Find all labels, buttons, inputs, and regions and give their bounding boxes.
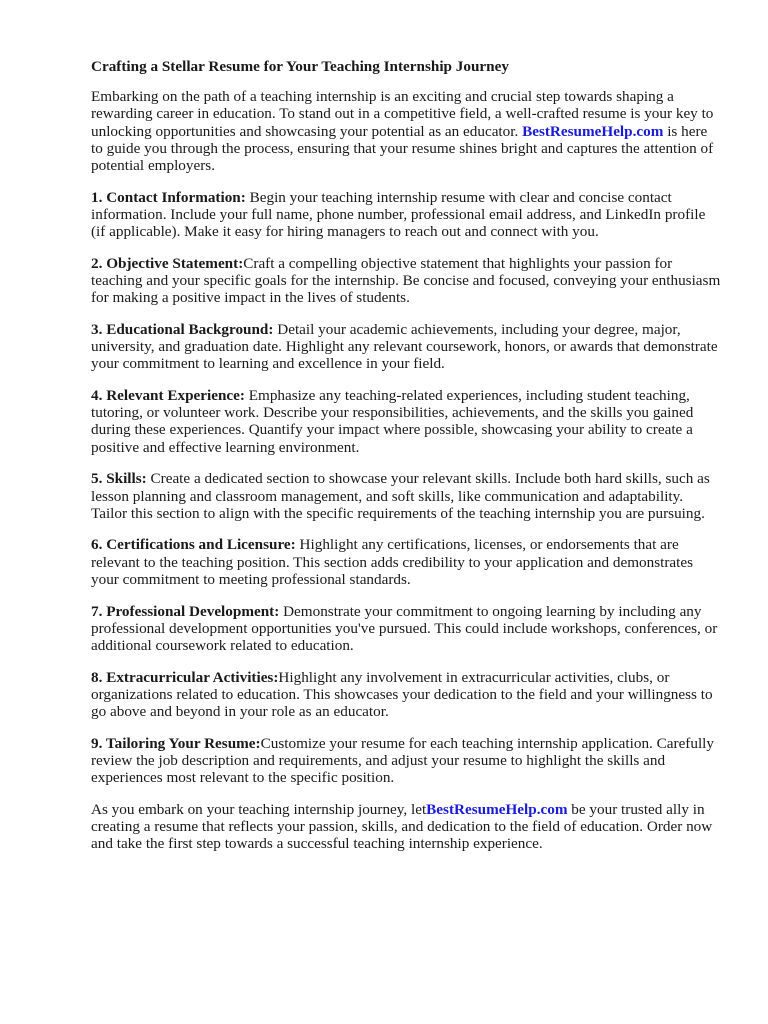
closing-text-continued: be your trusted ally in creating a resume that reflects your passion, skills, and dedication to the field of education. Order now and take the first step towards a successful teaching internship experience. [91, 800, 713, 853]
section-heading: 8. Extracurricular Activities: [91, 668, 279, 686]
section-tailoring-your-resume [91, 735, 721, 787]
section-heading: 2. Objective Statement: [91, 254, 244, 272]
section-heading: 9. Tailoring Your Resume: [91, 734, 261, 752]
bestresumehelp-link[interactable]: BestResumeHelp.com [522, 122, 664, 140]
section-heading: 3. Educational Background: [91, 320, 274, 338]
section-extracurricular-activities [91, 669, 721, 721]
section-professional-development [91, 603, 721, 655]
section-heading: 1. Contact Information: [91, 188, 246, 206]
section-heading: 7. Professional Development: [91, 602, 280, 620]
section-text: Craft a compelling objective statement that highlights your passion for teaching and your specific goals for the internship. Be concise and focused, conveying your enthusiasm for making a positive impact in the lives of students. [91, 254, 721, 307]
section-heading: 5. Skills: [91, 470, 147, 488]
section-objective-statement [91, 255, 721, 307]
section-text: Customize your resume for each teaching internship application. Carefully review the job description and requirements, and adjust your resume to highlight the skills and experiences most relevant to the specific position. [91, 734, 714, 787]
section-text: Detail your academic achievements, including your degree, major, university, and graduation date. Highlight any relevant coursework, honors, or awards that demonstrate your commitment to learning and excellence in your field. [91, 320, 718, 373]
section-heading: 6. Certifications and Licensure: [91, 536, 296, 554]
intro-paragraph [91, 88, 721, 174]
section-text: Begin your teaching internship resume with clear and concise contact information. Include your full name, phone number, professional email address, and LinkedIn profile (if applicable). Make it easy for hiring managers to reach out and connect with you. [91, 188, 706, 241]
section-certifications [91, 536, 721, 588]
section-text: Highlight any involvement in extracurricular activities, clubs, or organizations related to education. This showcases your dedication to the field and your willingness to go above and beyond in your role as an educator. [91, 668, 713, 721]
document-title: Crafting a Stellar Resume for Your Teaching Internship Journey [91, 58, 509, 75]
section-text: Highlight any certifications, licenses, or endorsements that are relevant to the teaching position. This section adds credibility to your application and demonstrates your commitment to meeting professional standards. [91, 536, 694, 588]
document-page [91, 58, 721, 867]
bestresumehelp-link[interactable]: BestResumeHelp.com [426, 800, 568, 818]
section-skills [91, 470, 721, 522]
section-text: Emphasize any teaching-related experiences, including student teaching, tutoring, or volunteer work. Describe your responsibilities, achievements, and the skills you gained during these experiences. Quantify your impact where possible, showcasing your ability to create a positive and effective learning environment. [91, 387, 694, 456]
section-relevant-experience [91, 387, 721, 456]
section-text: Create a dedicated section to showcase your relevant skills. Include both hard skills, such as lesson planning and classroom management, and soft skills, like communication and adaptability. Tailor this section to align with the specific requirements of the teaching internship you are pursuing. [91, 470, 710, 522]
section-heading: 4. Relevant Experience: [91, 387, 245, 405]
closing-paragraph [91, 801, 721, 853]
section-contact-information [91, 189, 721, 241]
closing-text: As you embark on your teaching internship journey, let [91, 800, 427, 818]
intro-text-continued: is here to guide you through the process, ensuring that your resume shines bright and captures the attention of potential employers. [91, 122, 714, 175]
section-text: Demonstrate your commitment to ongoing learning by including any professional development opportunities you've pursued. This could include workshops, conferences, or additional coursework related to education. [91, 602, 718, 654]
intro-text: Embarking on the path of a teaching internship is an exciting and crucial step towards shaping a rewarding career in education. To stand out in a competitive field, a well-crafted resume is your key to unlocking opportunities and showcasing your potential as an educator. [91, 88, 714, 140]
section-educational-background [91, 321, 721, 373]
